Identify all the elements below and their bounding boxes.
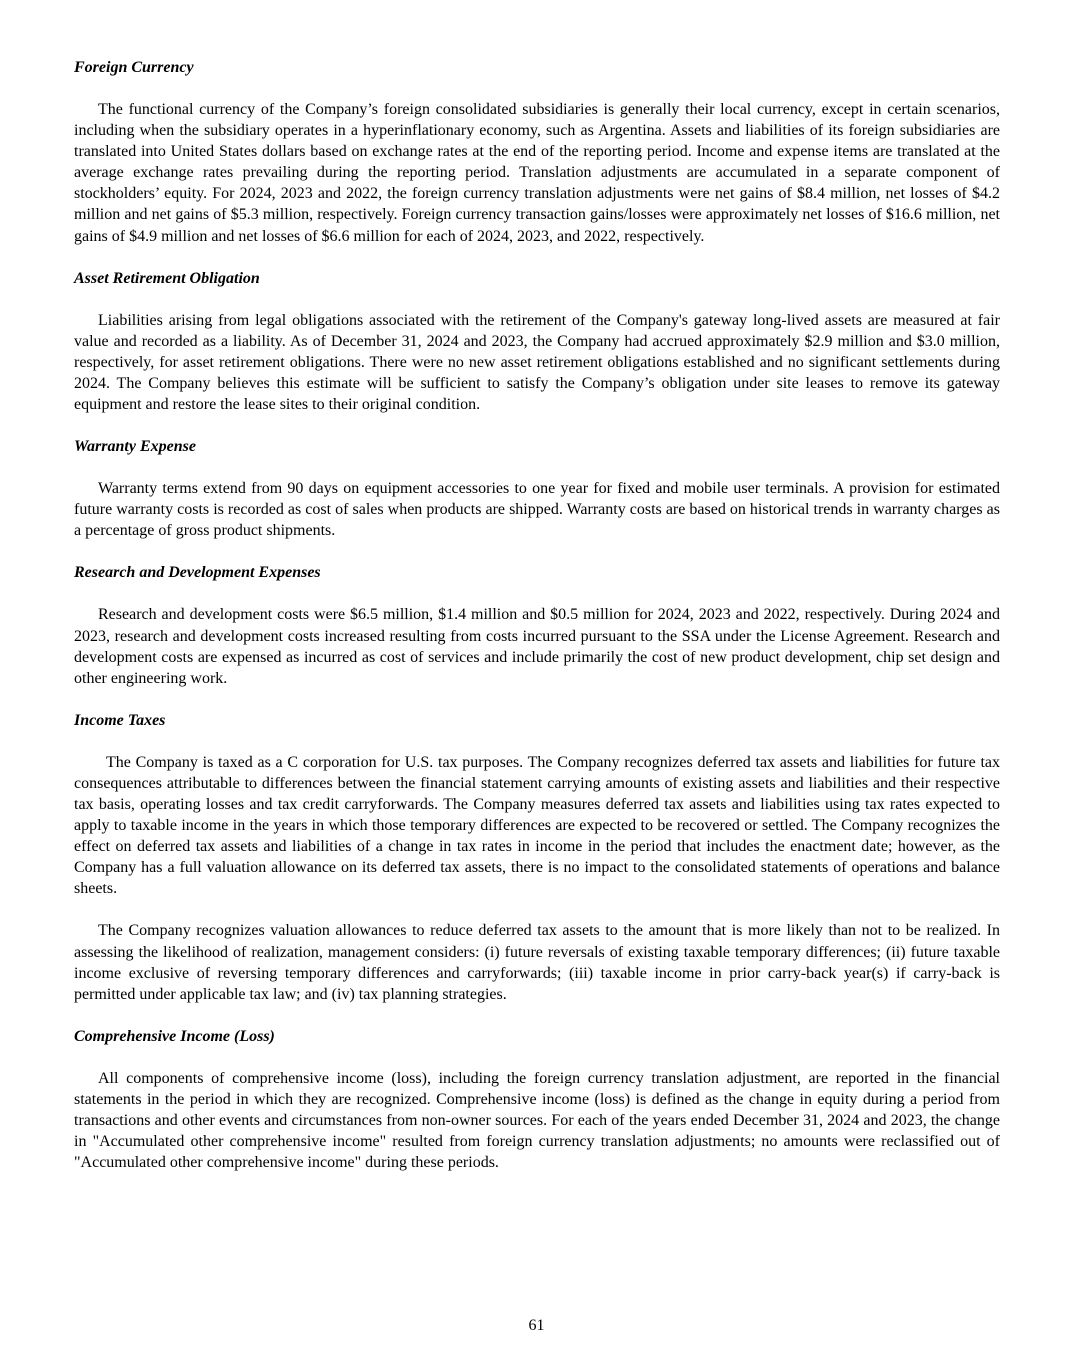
section-paragraph: Research and development costs were $6.5 million, $1.4 million and $0.5 million for 2024, 2023 and 2022, respectively. During 2024 and 2023, research and development costs increased resulting from costs incurred pursuant to the SSA under the License Agreement. Research and development costs are expensed as incurred as cost of services and include primarily the cost of new product development, chip set design and other engineering work.: [74, 606, 1000, 687]
section-heading: Asset Retirement Obligation: [74, 269, 260, 287]
section-heading: Comprehensive Income (Loss): [74, 1027, 275, 1045]
section-warranty-expense: [74, 436, 1000, 541]
section-paragraph: All components of comprehensive income (loss), including the foreign currency translation adjustment, are reported in the financial statements in the period in which they are recognized. Comprehensive income (loss) is defined as the change in equity during a period from transactions and other events and circumstances from non-owner sources. For each of the years ended December 31, 2024 and 2023, the change in "Accumulated other comprehensive income" resulted from foreign currency translation adjustments; no amounts were reclassified out of "Accumulated other comprehensive income" during these periods.: [74, 1069, 1000, 1172]
section-heading: Income Taxes: [74, 711, 166, 729]
section-research-and-development: [74, 562, 1000, 688]
section-heading: Research and Development Expenses: [74, 564, 321, 582]
section-income-taxes: [74, 710, 1000, 1005]
section-paragraph: The Company recognizes valuation allowances to reduce deferred tax assets to the amount that is more likely than not to be realized. In assessing the likelihood of realization, management considers: (i) future reversals of existing taxable temporary differences; (ii) future taxable income exclusive of reversing temporary differences and carryforwards; (iii) taxable income in prior carry-back year(s) if carry-back is permitted under applicable tax law; and (iv) tax planning strategies.: [74, 922, 1000, 1003]
section-paragraph: The functional currency of the Company’s foreign consolidated subsidiaries is generally their local currency, except in certain scenarios, including when the subsidiary operates in a hyperinflationary economy, such as Argentina. Assets and liabilities of its foreign subsidiaries are translated into United States dollars based on exchange rates at the end of the reporting period. Income and expense items are translated at the average exchange rates prevailing during the reporting period. Translation adjustments are accumulated in a separate component of stockholders’ equity. For 2024, 2023 and 2022, the foreign currency translation adjustments were net gains of $8.4 million, net losses of $4.2 million and net gains of $5.3 million, respectively. Foreign currency transaction gains/losses were approximately net losses of $16.6 million, net gains of $4.9 million and net losses of $6.6 million for each of 2024, 2023, and 2022, respectively.: [74, 101, 1000, 245]
section-heading: Warranty Expense: [74, 438, 196, 456]
section-foreign-currency: [74, 57, 1000, 247]
document-page: [74, 57, 1000, 1194]
section-paragraph: The Company is taxed as a C corporation for U.S. tax purposes. The Company recognizes deferred tax assets and liabilities for future tax consequences attributable to differences between the financial statement carrying amounts of existing assets and liabilities and their respective tax basis, operating losses and tax credit carryforwards. The Company measures deferred tax assets and liabilities using tax rates expected to apply to taxable income in the years in which those temporary differences are expected to be recovered or settled. The Company recognizes the effect on deferred tax assets and liabilities of a change in tax rates in income in the period that includes the enactment date; however, as the Company has a full valuation allowance on its deferred tax assets, there is no impact to the consolidated statements of operations and balance sheets.: [74, 753, 1000, 898]
section-comprehensive-income: [74, 1026, 1000, 1173]
section-heading: Foreign Currency: [74, 59, 194, 76]
page-number: 61: [528, 1317, 545, 1334]
section-paragraph: Liabilities arising from legal obligations associated with the retirement of the Company's gateway long-lived assets are measured at fair value and recorded as a liability. As of December 31, 2024 and 2023, the Company had accrued approximately $2.9 million and $3.0 million, respectively, for asset retirement obligations. There were no new asset retirement obligations established and no significant settlements during 2024. The Company believes this estimate will be sufficient to satisfy the Company’s obligation under site leases to remove its gateway equipment and restore the lease sites to their original condition.: [74, 311, 1000, 414]
section-paragraph: Warranty terms extend from 90 days on equipment accessories to one year for fixed and mobile user terminals. A provision for estimated future warranty costs is recorded as cost of sales when products are shipped. Warranty costs are based on historical trends in warranty charges as a percentage of gross product shipments.: [74, 480, 1000, 540]
section-asset-retirement-obligation: [74, 268, 1000, 415]
